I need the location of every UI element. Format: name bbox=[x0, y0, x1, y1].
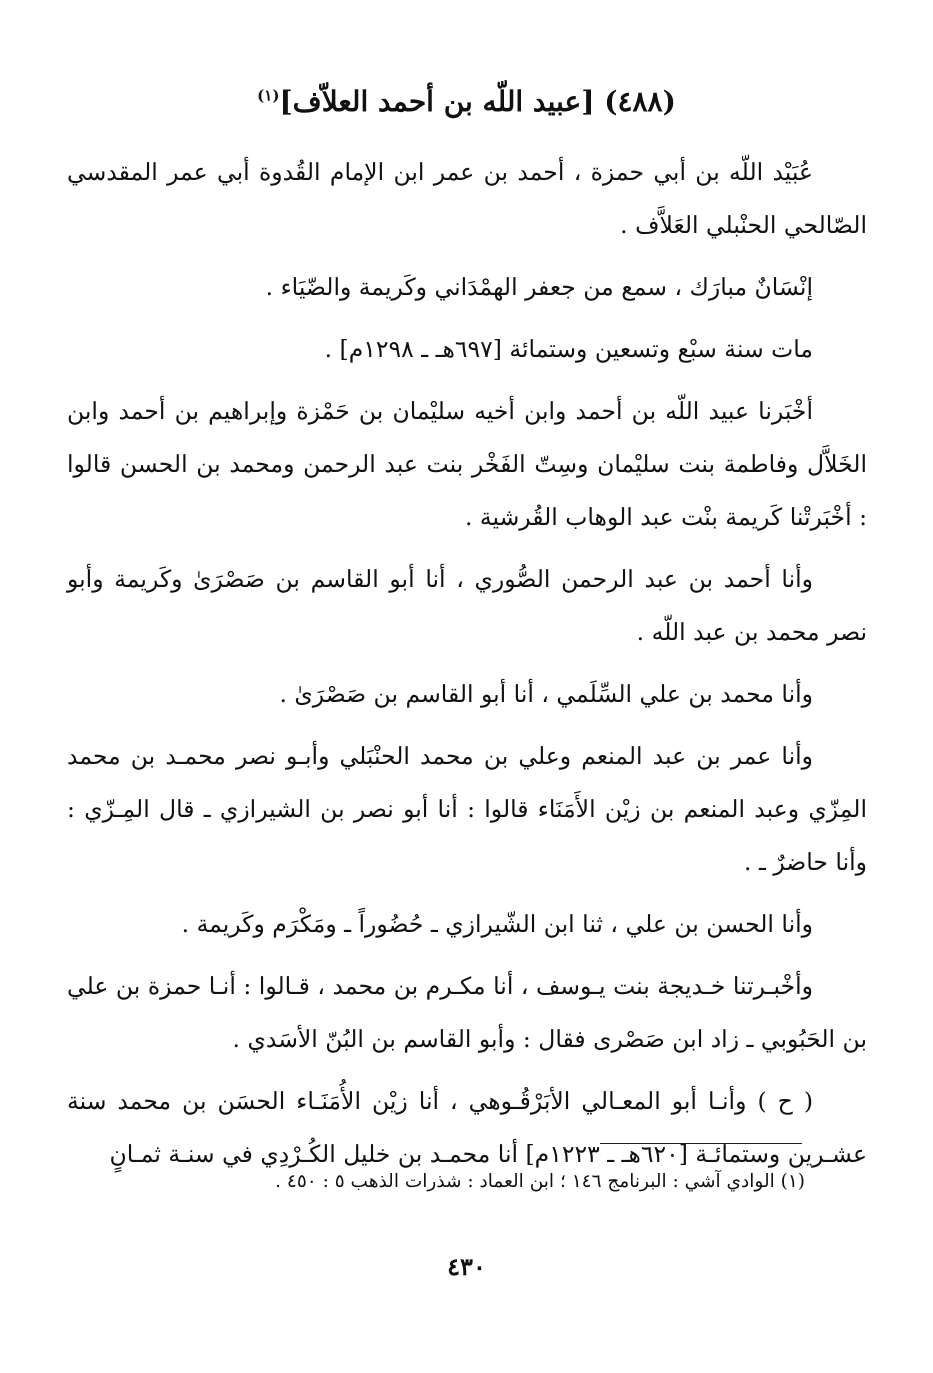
paragraph-isnad-5: وأنا الحسن بن علي ، ثنا ابن الشّيرازي ـ حُضُوراً ـ ومَكْرَم وكَريمة . bbox=[181, 910, 813, 938]
paragraph-isnad-3: وأنا محمد بن علي السِّلَمي ، أنا أبو القاسم بن صَصْرَىٰ . bbox=[279, 680, 813, 708]
paragraph-isnad-1: أخْبَرنا عبيد اللّه بن أحمد وابن أخيه سليْمان بن حَمْزة وإبراهيم بن أحمد وابن الخَلاَّل وفاطمة بنت سليْمان وسِتّ الفَخْر بنت عبد الرحمن ومحمد بن الحسن قالوا : أخْبَرتْنا كَريمة بنْت عبد الوهاب القُرشية . bbox=[67, 397, 867, 531]
paragraph-isnad-2: وأنا أحمد بن عبد الرحمن الصُّوري ، أنا أبو القاسم بن صَصْرَىٰ وكَريمة وأبو نصر محمد بن عبد اللّه . bbox=[67, 565, 867, 646]
entry-heading bbox=[100, 82, 833, 122]
paragraph-isnad-7: ( ح ) وأنـا أبو المعـالي الأبَرْقُـوهي ، أنا زيْن الأُمَنَـاء الحسَن بن محمد سنة عشـرين وستمائـة [٦٢٠هـ ـ ١٢٢٣م] أنا محمـد بن خليل الكُـرْدِي في سنـة ثمـانٍ bbox=[67, 1087, 867, 1168]
entry-title: (٤٨٨) [عبيد اللّه بن أحمد العلاّف] bbox=[279, 85, 676, 118]
paragraph-name: عُبَيْد اللّه بن أبي حمزة ، أحمد بن عمر ابن الإمام القُدوة أبي عمر المقدسي الصّالحي الحنْبلي العَلاَّف . bbox=[67, 158, 867, 239]
footnote-marker: (١) bbox=[257, 86, 280, 105]
paragraph-death: مات سنة سبْع وتسعين وستمائة [٦٩٧هـ ـ ١٢٩٨م] . bbox=[324, 335, 813, 363]
entry-body bbox=[67, 146, 867, 1190]
footnote-divider bbox=[600, 1143, 802, 1144]
paragraph-description: إنْسَانٌ مبارَك ، سمع من جعفر الهمْدَاني وكَريمة والضّيَاء . bbox=[265, 273, 813, 301]
footnote: (١) الوادي آشي : البرنامج ١٤٦ ؛ ابن العماد : شذرات الذهب ٥ : ٤٥٠ . bbox=[275, 1171, 805, 1192]
paragraph-isnad-4: وأنا عمر بن عبد المنعم وعلي بن محمد الحنْبَلي وأبـو نصر محمـد بن محمد المِزّي وعبد المنعم بن زيْن الأَمَنَاء قالوا : أنا أبو نصر بن الشيرازي ـ قال المِـزّي : وأنا حاضرٌ ـ . bbox=[67, 742, 867, 876]
paragraph-isnad-6: وأخْبـرتنا خـديجة بنت يـوسف ، أنا مكـرم بن محمد ، قـالوا : أنـا حمزة بن علي بن الحَبُوبي ـ زاد ابن صَصْرى فقال : وأبو القاسم بن البُنّ الأسَدي . bbox=[67, 972, 867, 1053]
page-number: ٤٣٠ bbox=[447, 1252, 486, 1281]
